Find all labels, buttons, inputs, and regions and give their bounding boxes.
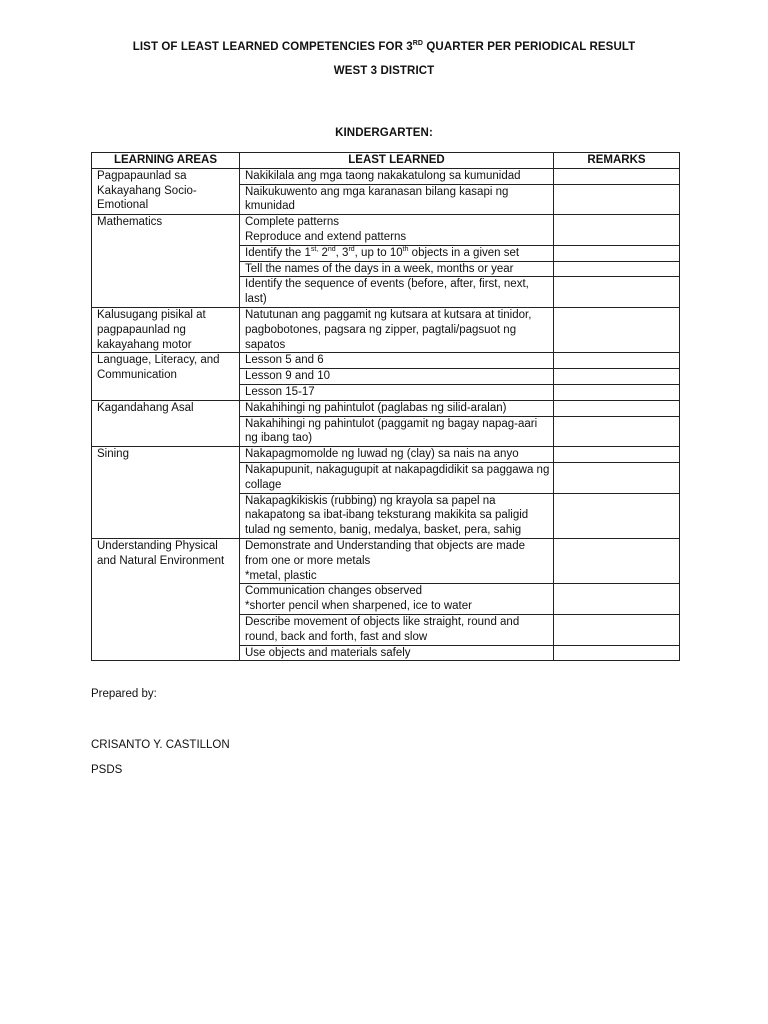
document-title xyxy=(0,40,768,53)
title-text-end: QUARTER PER PERIODICAL RESULT xyxy=(423,41,636,53)
competency-line: Lesson 5 and 6 xyxy=(245,354,324,367)
table-row xyxy=(92,447,680,463)
competency-line: Identify the sequence of events (before, after, first, next, last) xyxy=(245,278,529,306)
grade-heading: KINDERGARTEN: xyxy=(335,127,433,139)
remarks-cell xyxy=(554,645,680,661)
least-learned-cell xyxy=(240,447,554,463)
learning-area-cell: Language, Literacy, and Communication xyxy=(92,353,240,400)
least-learned-cell xyxy=(240,184,554,215)
learning-area-cell: Pagpapaunlad sa Kakayahang Socio-Emotional xyxy=(92,168,240,214)
remarks-cell xyxy=(554,614,680,645)
competency-line: Nakikilala ang mga taong nakakatulong sa kumunidad xyxy=(245,169,521,182)
remarks-cell xyxy=(554,184,680,215)
preparer-position: PSDS xyxy=(91,764,123,776)
least-learned-cell xyxy=(240,416,554,447)
learning-area-cell: Mathematics xyxy=(92,215,240,308)
remarks-cell xyxy=(554,369,680,385)
remarks-cell xyxy=(554,584,680,615)
remarks-cell xyxy=(554,416,680,447)
table-row xyxy=(92,400,680,416)
learning-area-cell: Kagandahang Asal xyxy=(92,400,240,446)
header-least-learned: LEAST LEARNED xyxy=(240,153,554,169)
least-learned-cell xyxy=(240,584,554,615)
table-header-row xyxy=(92,153,680,169)
remarks-cell xyxy=(554,538,680,583)
remarks-cell xyxy=(554,168,680,184)
title-superscript: RD xyxy=(412,40,424,47)
remarks-cell xyxy=(554,353,680,369)
least-learned-cell xyxy=(240,400,554,416)
preparer-name: CRISANTO Y. CASTILLON xyxy=(91,739,230,751)
competency-text: , 3 xyxy=(335,246,349,259)
table-row xyxy=(92,538,680,583)
competency-line: Communication changes observed xyxy=(245,585,423,598)
table-row xyxy=(92,168,680,184)
competency-line: Lesson 15-17 xyxy=(245,385,315,398)
competency-line: Describe movement of objects like straight, round and round, back and forth, fast and slow xyxy=(245,615,520,643)
competency-line: Nakapagkikiskis (rubbing) ng krayola sa papel na nakapatong sa ibat-ibang teksturang makikita sa paligid tulad ng semento, banig, medalya, basket, pera, sahig xyxy=(245,494,529,537)
competency-text: objects in a given set xyxy=(408,246,520,259)
least-learned-cell xyxy=(240,245,554,261)
table-body xyxy=(92,168,680,661)
least-learned-cell xyxy=(240,277,554,308)
competency-line: Lesson 9 and 10 xyxy=(245,370,331,383)
least-learned-cell xyxy=(240,645,554,661)
learning-area-cell: Kalusugang pisikal at pagpapaunlad ng kakayahang motor xyxy=(92,307,240,352)
competency-line: Nakahihingi ng pahintulot (paglabas ng silid-aralan) xyxy=(245,401,507,414)
competency-text: Identify the 1 xyxy=(245,246,311,259)
remarks-cell xyxy=(554,384,680,400)
competency-line: Naikukuwento ang mga karanasan bilang kasapi ng kmunidad xyxy=(245,185,509,213)
competency-line: Reproduce and extend patterns xyxy=(245,230,407,243)
remarks-cell xyxy=(554,245,680,261)
remarks-cell xyxy=(554,277,680,308)
table-row xyxy=(92,215,680,246)
least-learned-cell xyxy=(240,493,554,538)
least-learned-cell xyxy=(240,261,554,277)
header-learning-areas: LEARNING AREAS xyxy=(92,153,240,169)
least-learned-cell xyxy=(240,307,554,352)
learning-area-cell: Understanding Physical and Natural Environment xyxy=(92,538,240,660)
header-remarks: REMARKS xyxy=(554,153,680,169)
least-learned-cell xyxy=(240,369,554,385)
least-learned-cell xyxy=(240,614,554,645)
ordinal-suffix: th xyxy=(402,245,409,253)
table-row xyxy=(92,353,680,369)
least-learned-cell xyxy=(240,168,554,184)
table-row xyxy=(92,307,680,352)
remarks-cell xyxy=(554,447,680,463)
competency-line: Natutunan ang paggamit ng kutsara at kutsara at tinidor, pagbobotones, pagsara ng zipper, pagtali/pagsuot ng sapatos xyxy=(245,308,532,351)
remarks-cell xyxy=(554,307,680,352)
district-title: WEST 3 DISTRICT xyxy=(333,65,435,77)
remarks-cell xyxy=(554,462,680,493)
competencies-table xyxy=(91,152,680,661)
competency-line: *metal, plastic xyxy=(245,569,317,582)
competency-line: *shorter pencil when sharpened, ice to water xyxy=(245,600,472,613)
remarks-cell xyxy=(554,400,680,416)
ordinal-suffix: rd xyxy=(348,245,355,253)
competency-line: Complete patterns xyxy=(245,216,339,229)
competency-text: 2 xyxy=(318,246,328,259)
least-learned-cell xyxy=(240,384,554,400)
title-text: LIST OF LEAST LEARNED COMPETENCIES FOR 3 xyxy=(132,41,413,53)
competency-line: Tell the names of the days in a week, months or year xyxy=(245,262,514,275)
ordinal-suffix: st, xyxy=(310,245,319,253)
least-learned-cell xyxy=(240,215,554,246)
competency-line: Nakapagmomolde ng luwad ng (clay) sa nais na anyo xyxy=(245,448,519,461)
remarks-cell xyxy=(554,493,680,538)
remarks-cell xyxy=(554,261,680,277)
least-learned-cell xyxy=(240,538,554,583)
competency-line: Demonstrate and Understanding that objects are made from one or more metals xyxy=(245,539,525,567)
competency-line: Nakapupunit, nakagugupit at nakapagdidikit sa paggawa ng collage xyxy=(245,463,550,491)
least-learned-cell xyxy=(240,353,554,369)
learning-area-cell: Sining xyxy=(92,447,240,539)
remarks-cell xyxy=(554,215,680,246)
competency-line: Nakahihingi ng pahintulot (paggamit ng bagay napag-aari ng ibang tao) xyxy=(245,417,538,445)
competency-line: Use objects and materials safely xyxy=(245,646,411,659)
least-learned-cell xyxy=(240,462,554,493)
competency-text: , up to 10 xyxy=(354,246,403,259)
prepared-by-label: Prepared by: xyxy=(91,688,157,700)
ordinal-suffix: nd xyxy=(327,245,336,253)
